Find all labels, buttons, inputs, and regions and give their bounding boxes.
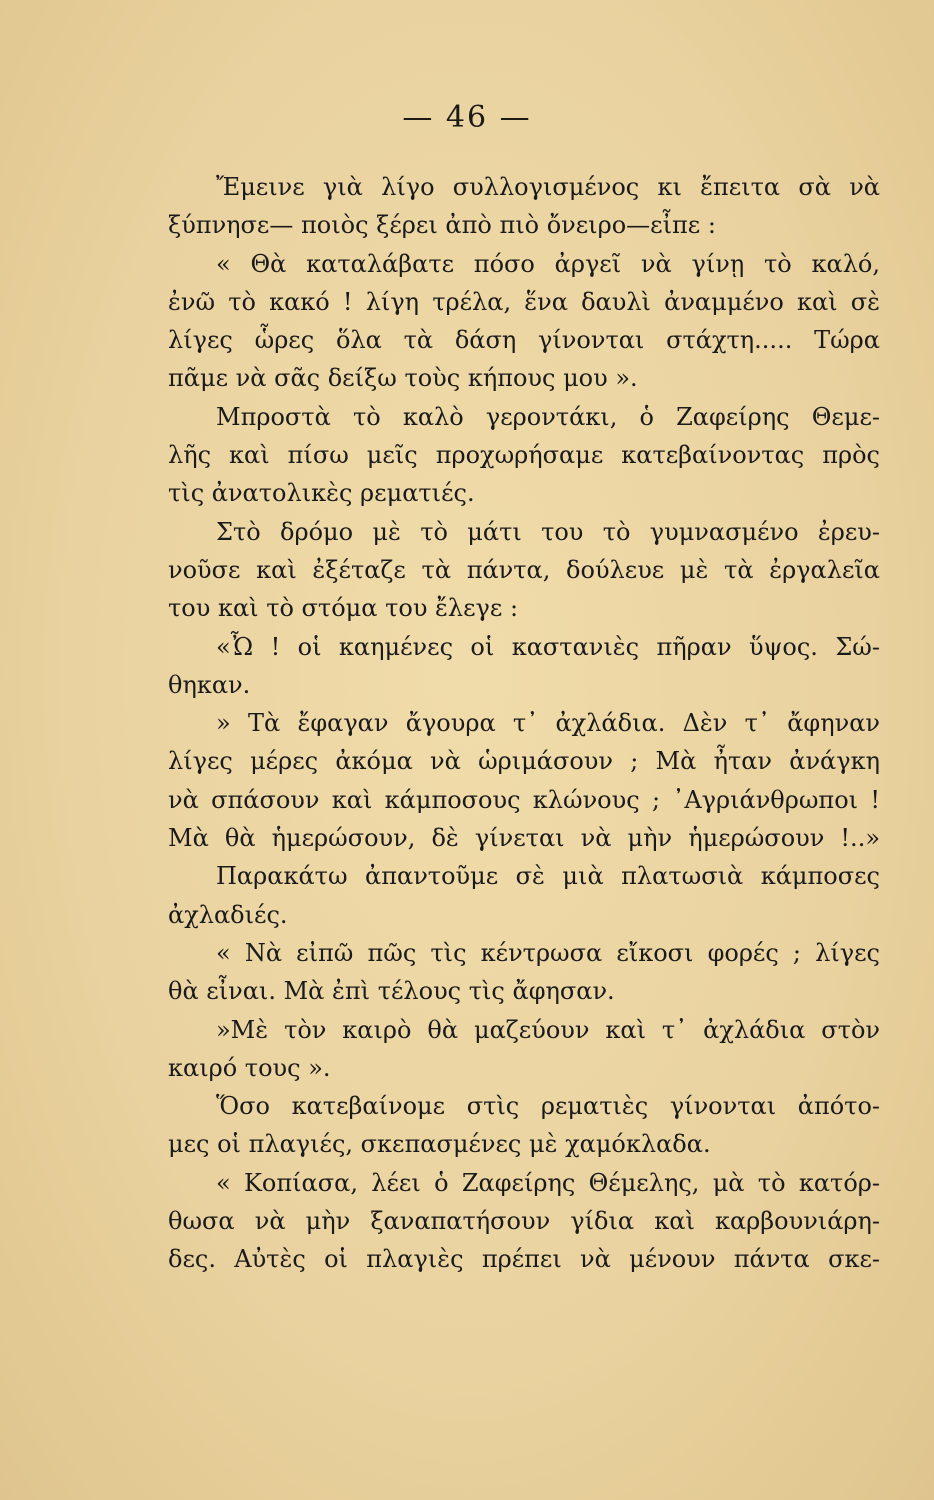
text-line: μες οἱ πλαγιές, σκεπασμένες μὲ χαμόκλαδα.	[168, 1130, 711, 1159]
text-line: λῆς καὶ πίσω μεῖς προχωρήσαμε κατεβαίνοντας πρὸς	[168, 441, 880, 470]
text-line: θὰ εἶναι. Μὰ ἐπὶ τέλους τὶς ἄφησαν.	[168, 977, 615, 1006]
text-line: καιρό τους ».	[168, 1053, 331, 1082]
text-line: Ἔμεινε γιὰ λίγο συλλογισμένος κι ἔπειτα σὰ νὰ	[216, 173, 880, 201]
text-line: »Μὲ τὸν καιρὸ θὰ μαζεύουν καὶ τ᾽ ἀχλάδια στὸν	[216, 1015, 880, 1044]
body-text	[168, 168, 880, 1279]
text-line: λίγες μέρες ἀκόμα νὰ ὡριμάσουν ; Μὰ ἦταν ἀνάγκη	[168, 747, 880, 776]
text-line: πᾶμε νὰ σᾶς δείξω τοὺς κήπους μου ».	[168, 364, 638, 393]
text-line: τὶς ἀνατολικὲς ρεματιές.	[168, 479, 475, 508]
page-number: — 46 —	[402, 100, 532, 135]
text-line: Παρακάτω ἀπαντοῦμε σὲ μιὰ πλατωσιὰ κάμποσες	[216, 862, 880, 891]
text-line: « Κοπίασα, λέει ὁ Ζαφείρης Θέμελης, μὰ τὸ κατόρ-	[216, 1168, 880, 1197]
text-line: Μπροστὰ τὸ καλὸ γεροντάκι, ὁ Ζαφείρης Θεμε-	[216, 402, 880, 431]
text-line: » Τὰ ἔφαγαν ἄγουρα τ᾽ ἀχλάδια. Δὲν τ᾽ ἄφηναν	[216, 709, 880, 738]
text-line: νοῦσε καὶ ἐξέταζε τὰ πάντα, δούλευε μὲ τὰ ἐργαλεῖα	[168, 555, 880, 584]
text-line: « Θὰ καταλάβατε πόσο ἀργεῖ νὰ γίνῃ τὸ καλό,	[216, 249, 880, 278]
text-line: ξύπνησε— ποιὸς ξέρει ἀπὸ πιὸ ὄνειρο—εἶπε :	[168, 211, 716, 240]
text-line: ἀχλαδιές.	[168, 900, 288, 929]
text-line: του καὶ τὸ στόμα του ἔλεγε :	[168, 594, 519, 623]
text-line: νὰ σπάσουν καὶ κάμποσους κλώνους ; ᾽Αγριάνθρωποι !	[168, 785, 880, 814]
text-line: Μὰ θὰ ἡμερώσουν, δὲ γίνεται νὰ μὴν ἡμερώσουν !..»	[168, 824, 880, 853]
text-line: θηκαν.	[168, 670, 251, 699]
text-line: «Ὦ ! οἱ καημένες οἱ καστανιὲς πῆραν ὕψος. Σώ-	[216, 632, 880, 661]
text-line: Στὸ δρόμο μὲ τὸ μάτι του τὸ γυμνασμένο ἐρευ-	[216, 517, 880, 546]
text-line: δες. Αὐτὲς οἱ πλαγιὲς πρέπει νὰ μένουν πάντα σκε-	[168, 1245, 880, 1274]
text-line: Ὅσο κατεβαίνομε στὶς ρεματιὲς γίνονται ἀπότο-	[216, 1092, 880, 1121]
text-line: θωσα νὰ μὴν ξαναπατήσουν γίδια καὶ καρβουνιάρη-	[168, 1207, 880, 1236]
text-line: λίγες ὧρες ὅλα τὰ δάση γίνονται στάχτη..... Τώρα	[168, 326, 880, 355]
text-line: ἐνῶ τὸ κακό ! λίγη τρέλα, ἕνα δαυλὶ ἀναμμένο καὶ σὲ	[168, 287, 880, 316]
text-line: « Νὰ εἰπῶ πῶς τὶς κέντρωσα εἴκοσι φορές ; λίγες	[216, 938, 880, 967]
